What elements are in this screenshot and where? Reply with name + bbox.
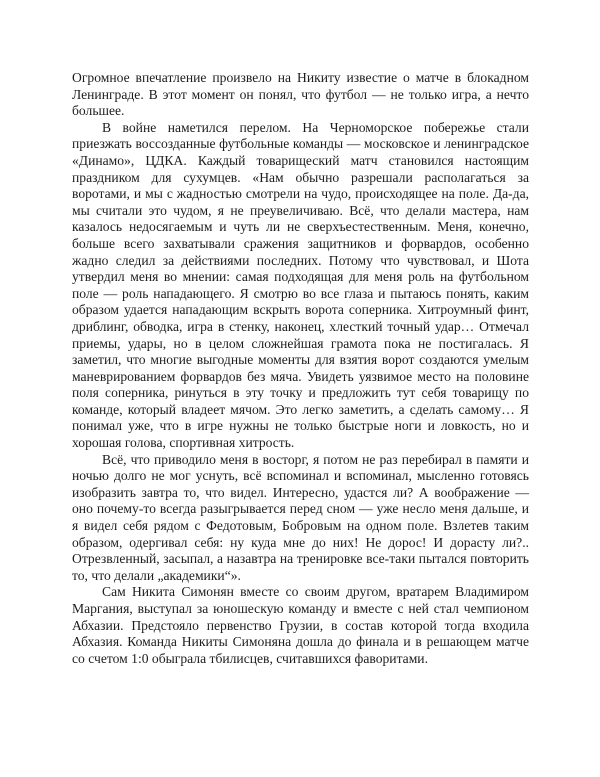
- document-page: [72, 70, 529, 667]
- paragraph-4: Сам Никита Симонян вместе со своим другом, вратарем Владимиром Маргания, выступал за юношескую команду и вместе с ней стал чемпионом Абхазии. Предстояло первенство Грузии, в состав которой тогда входила Абхазия. Команда Никиты Симоняна дошла до финала и в решающем матче со счетом 1:0 обыграла тбилисцев, считавшихся фаворитами.: [72, 584, 529, 666]
- paragraph-1: Огромное впечатление произвело на Никиту известие о матче в блокадном Ленинграде. В этот момент он понял, что футбол — не только игра, а нечто большее.: [72, 70, 529, 119]
- paragraph-3: Всё, что приводило меня в восторг, я потом не раз перебирал в памяти и ночью долго не мог уснуть, всё вспоминал и вспоминал, мысленно готовясь изобразить завтра то, что видел. Интересно, удастся ли? А воображение — оно почему-то всегда разыгрывается перед сном — уже несло меня дальше, и я видел себя рядом с Федотовым, Бобровым на одном поле. Взлетев таким образом, одергивал себя: ну куда мне до них! Не дорос! И дорасту ли?.. Отрезвленный, засыпал, а назавтра на тренировке все-таки пытался повторить то, что делали „академики“».: [72, 451, 529, 583]
- paragraph-2: В войне наметился перелом. На Черноморское побережье стали приезжать воссозданные футбольные команды — московское и ленинградское «Динамо», ЦДКА. Каждый товарищеский матч становился настоящим праздником для сухумцев. «Нам обычно разрешали располагаться за воротами, и мы с жадностью смотрели на чудо, происходящее на поле. Да-да, мы считали это чудом, я не преувеличиваю. Всё, что делали мастера, нам казалось недосягаемым и чуть ли не сверхъестественным. Меня, конечно, больше всего захватывали сражения защитников и форвардов, особенно жадно следил за действиями последних. Потому что чувствовал, и Шота утвердил меня во мнении: самая подходящая для меня роль на футбольном поле — роль нападающего. Я смотрю во все глаза и пытаюсь понять, каким образом удается нападающим вскрыть ворота соперника. Хитроумный финт, дриблинг, обводка, игра в стенку, наконец, хлесткий точный удар… Отмечал приемы, удары, но в целом сложнейшая грамота пока не постигалась. Я заметил, что многие выгодные моменты для взятия ворот создаются умелым маневрированием форвардов без мяча. Увидеть уязвимое место на половине поля соперника, ринуться в эту точку и предложить тут себя товарищу по команде, который владеет мячом. Это легко заметить, а сделать самому… Я понимал уже, что в игре нужны не только быстрые ноги и ловкость, но и хорошая голова, спортивная хитрость.: [72, 119, 529, 451]
